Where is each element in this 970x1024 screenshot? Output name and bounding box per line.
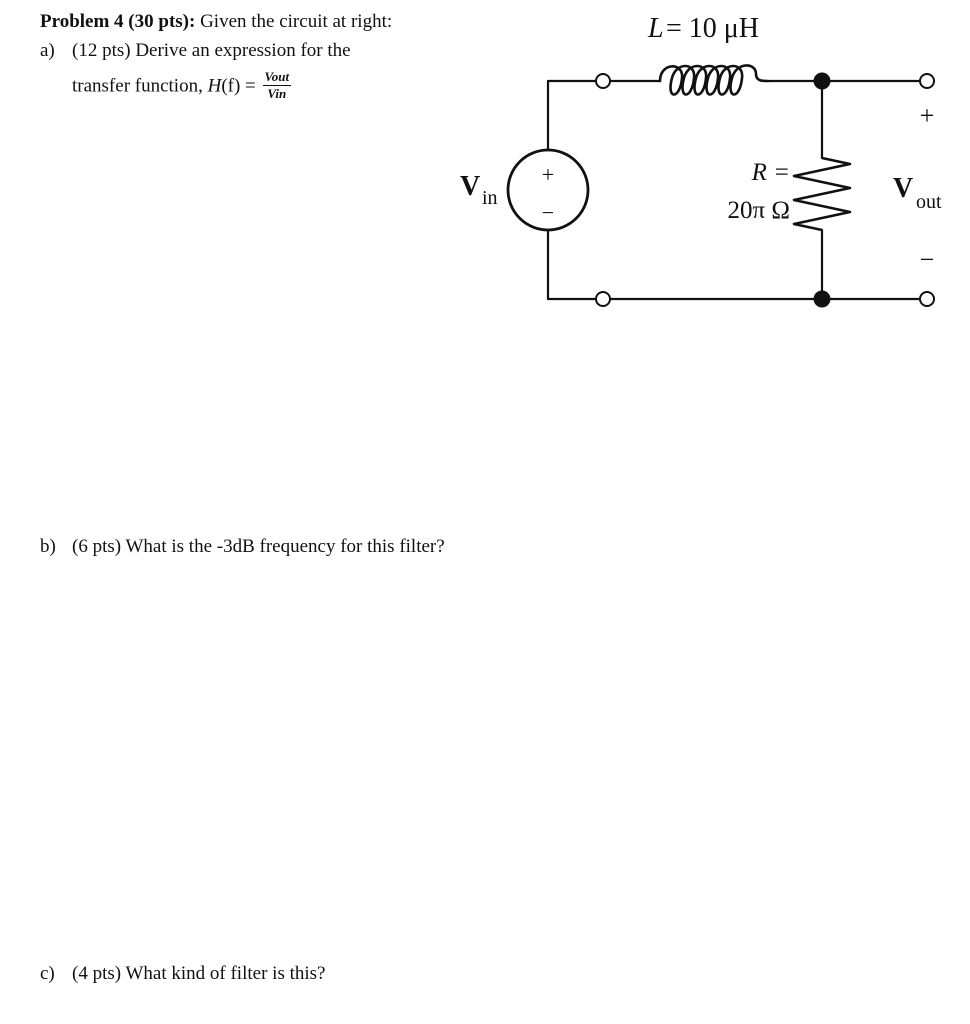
output-label-sub: out	[916, 191, 942, 213]
transfer-function-arg: (f) =	[221, 75, 261, 97]
part-a-text: (12 pts) Derive an expression for the	[72, 40, 351, 61]
output-label-main: V	[893, 173, 914, 204]
part-c-label: c)	[40, 963, 55, 984]
transfer-function-symbol: H	[207, 75, 222, 97]
output-minus-sign: −	[919, 245, 935, 274]
source-plus-sign: +	[541, 162, 555, 187]
source-minus-sign: −	[541, 200, 555, 225]
resistor-label-line1: R =	[751, 159, 790, 186]
junction-node-top	[814, 73, 831, 90]
output-terminal-top	[920, 74, 934, 88]
circuit-diagram	[0, 0, 970, 340]
fraction-denominator: Vin	[267, 85, 287, 101]
part-b-text: (6 pts) What is the -3dB frequency for this filter?	[72, 536, 445, 557]
transfer-function-text: transfer function,	[72, 75, 208, 97]
source-label-sub: in	[482, 187, 498, 209]
inductor-label-value: = 10 μH	[666, 13, 760, 44]
resistor-zigzag	[794, 158, 850, 230]
fraction-numerator: Vout	[264, 69, 290, 84]
source-label-main: V	[460, 171, 481, 202]
terminal-bottom-left	[596, 292, 610, 306]
output-plus-sign: +	[919, 101, 935, 130]
problem-header-bold: Problem 4 (30 pts):	[40, 11, 196, 32]
part-c-text: (4 pts) What kind of filter is this?	[72, 963, 326, 984]
inductor-label-symbol: L	[648, 13, 664, 44]
output-terminal-bottom	[920, 292, 934, 306]
problem-header-rest: Given the circuit at right:	[195, 11, 393, 32]
part-a-label: a)	[40, 40, 55, 61]
junction-node-bottom	[814, 291, 831, 308]
part-b-label: b)	[40, 536, 56, 557]
inductor-coil	[660, 65, 768, 94]
terminal-top-left	[596, 74, 610, 88]
resistor-label-line2: 20π Ω	[727, 197, 790, 224]
